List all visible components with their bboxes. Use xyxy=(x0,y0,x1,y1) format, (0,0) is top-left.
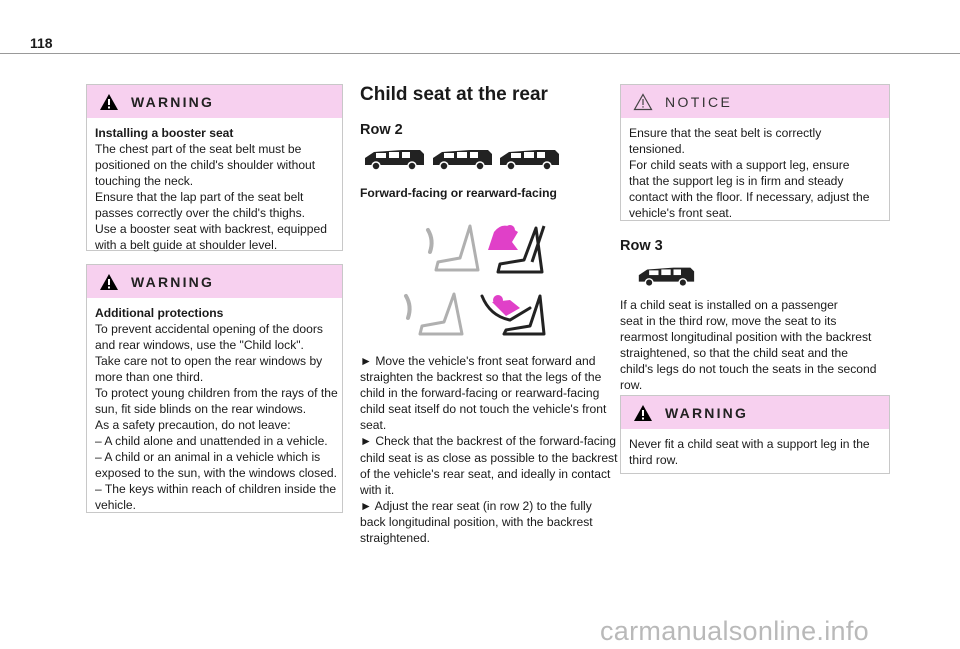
warning-body xyxy=(87,118,342,259)
text-line: with a belt guide at shoulder level. xyxy=(95,238,278,252)
forward-facing-seat-icon xyxy=(420,222,550,274)
van-icon-1 xyxy=(362,146,426,172)
row2-heading: Row 2 xyxy=(360,122,403,138)
text-line: tensioned. xyxy=(629,142,685,156)
notice-header xyxy=(621,85,889,118)
text-line: rearmost longitudinal position with the backrest xyxy=(620,330,872,345)
text-line: child seat is as close as possible to the backrest xyxy=(360,450,618,465)
warning-body xyxy=(87,298,342,519)
text-line: Ensure that the lap part of the seat belt xyxy=(95,190,304,204)
text-line: straightened. xyxy=(360,531,430,546)
text-line: sun, fit side blinds on the rear windows. xyxy=(95,402,307,416)
text-line: Ensure that the seat belt is correctly xyxy=(629,126,822,140)
text-line: contact with the floor. If necessary, adjust the xyxy=(629,190,870,204)
rearward-facing-seat-icon xyxy=(398,290,548,336)
text-line: that the support leg is in firm and steady xyxy=(629,174,844,188)
text-line: Installing a booster seat xyxy=(95,126,234,140)
row3-instructions xyxy=(620,297,890,394)
text-line: and rear windows, use the "Child lock". xyxy=(95,338,304,352)
notice-box xyxy=(620,84,890,221)
text-line: Take care not to open the rear windows by xyxy=(95,354,323,368)
text-line: Never fit a child seat with a support leg in the xyxy=(629,437,870,451)
text-line: child in the forward-facing or rearward-facing xyxy=(360,386,600,401)
warning-triangle-icon xyxy=(633,404,653,422)
text-line: row. xyxy=(620,378,643,393)
text-line: passes correctly over the child's thighs. xyxy=(95,206,306,220)
warning-label: WARNING xyxy=(131,93,215,110)
text-line: To prevent accidental opening of the doors xyxy=(95,322,323,336)
text-line: touching the neck. xyxy=(95,174,194,188)
text-line: – A child or an animal in a vehicle which is xyxy=(95,450,321,464)
text-line: vehicle's front seat. xyxy=(629,206,733,220)
text-line: seat in the third row, move the seat to its xyxy=(620,314,837,329)
text-line: seat. xyxy=(360,418,387,433)
notice-label: NOTICE xyxy=(665,93,733,110)
warning-triangle-icon xyxy=(99,93,119,111)
notice-triangle-icon xyxy=(633,93,653,111)
orientation-subheading: Forward-facing or rearward-facing xyxy=(360,186,557,200)
text-line: third row. xyxy=(629,453,679,467)
text-line: – The keys within reach of children inside the xyxy=(95,482,337,496)
top-rule xyxy=(0,53,960,54)
text-line: straighten the backrest so that the legs of the xyxy=(360,370,602,385)
text-line: – A child alone and unattended in a vehicle. xyxy=(95,434,328,448)
warning-label: WARNING xyxy=(665,404,749,421)
text-line: exposed to the sun, with the windows closed. xyxy=(95,466,338,480)
text-line: ► Check that the backrest of the forward-facing xyxy=(360,434,616,449)
warning-body xyxy=(621,429,889,474)
text-line: straightened, so that the child seat and the xyxy=(620,346,848,361)
warning-header xyxy=(87,85,342,118)
text-line: vehicle. xyxy=(95,498,137,512)
warning-header xyxy=(87,265,342,298)
text-line: child's legs do not touch the seats in the second xyxy=(620,362,877,377)
notice-body xyxy=(621,118,889,227)
text-line: To protect young children from the rays of the xyxy=(95,386,338,400)
warning-label: WARNING xyxy=(131,273,215,290)
van-icon-2 xyxy=(430,146,494,172)
text-line: ► Move the vehicle's front seat forward and xyxy=(360,354,596,368)
warning-box-row3 xyxy=(620,395,890,474)
warning-triangle-icon xyxy=(99,273,119,291)
text-line: of the vehicle's rear seat, and ideally in contact xyxy=(360,466,611,481)
text-line: ► Adjust the rear seat (in row 2) to the fully xyxy=(360,498,592,513)
page-number: 118 xyxy=(30,35,53,51)
text-line: back longitudinal position, with the backrest xyxy=(360,514,593,529)
text-line: positioned on the child's shoulder without xyxy=(95,158,316,172)
watermark: carmanualsonline.info xyxy=(600,616,869,646)
text-line: with it. xyxy=(360,482,395,497)
warning-header xyxy=(621,396,889,429)
row2-instructions xyxy=(360,353,618,546)
text-line: If a child seat is installed on a passenger xyxy=(620,298,838,312)
warning-box-protections xyxy=(86,264,343,513)
van-icon-3 xyxy=(497,146,561,172)
text-line: Use a booster seat with backrest, equipped xyxy=(95,222,327,236)
text-line: more than one third. xyxy=(95,370,204,384)
text-line: child seat itself do not touch the vehicle's front xyxy=(360,402,607,417)
row3-heading: Row 3 xyxy=(620,238,663,254)
page-title: Child seat at the rear xyxy=(360,84,548,105)
text-line: Additional protections xyxy=(95,306,224,320)
warning-box-booster xyxy=(86,84,343,251)
text-line: The chest part of the seat belt must be xyxy=(95,142,302,156)
text-line: As a safety precaution, do not leave: xyxy=(95,418,291,432)
van-icon-row3 xyxy=(636,263,696,289)
text-line: For child seats with a support leg, ensure xyxy=(629,158,850,172)
